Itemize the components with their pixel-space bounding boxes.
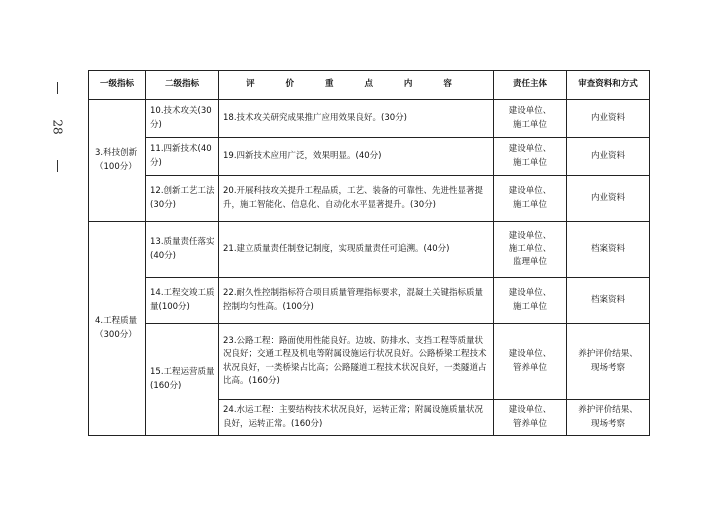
content-cell: 22.耐久性控制指标符合项目质量管理指标要求，混凝土关键指标质量控制均匀性高。(100分) — [219, 278, 494, 324]
page-number-dash-bottom — [57, 160, 58, 172]
table-row — [89, 138, 650, 176]
header-responsible: 责任主体 — [494, 71, 567, 100]
level2-cell: 10.技术攻关(30分) — [146, 100, 219, 138]
content-cell: 23.公路工程：路面使用性能良好。边坡、防排水、支挡工程等质量状况良好；交通工程及机电等附属设施运行状况良好。公路桥梁工程技术状况良好，一类桥梁占比高；公路隧道工程技术状况良好，一类隧道占比高。(160分) — [219, 324, 494, 400]
level2-cell: 14.工程交竣工质量(100分) — [146, 278, 219, 324]
table-row — [89, 278, 650, 324]
method-cell: 内业资料 — [567, 138, 650, 176]
content-cell: 21.建立质量责任制登记制度，实现质量责任可追溯。(40分) — [219, 222, 494, 278]
responsible-cell: 建设单位、 施工单位 — [494, 138, 567, 176]
header-content: 评 价 重 点 内 容 — [219, 71, 494, 100]
table-header-row — [89, 71, 650, 100]
responsible-cell: 建设单位、 施工单位 — [494, 100, 567, 138]
level1-cell: 4.工程质量 （300分） — [89, 222, 146, 436]
level2-cell: 15.工程运营质量(160分) — [146, 324, 219, 436]
table-row — [89, 100, 650, 138]
content-cell: 20.开展科技攻关提升工程品质，工艺、装备的可靠性、先进性显著提升，施工智能化、信息化、自动化水平显著提升。(30分) — [219, 176, 494, 222]
method-cell: 内业资料 — [567, 100, 650, 138]
level1-cell: 3.科技创新 （100分） — [89, 100, 146, 222]
header-method: 审查资料和方式 — [567, 71, 650, 100]
responsible-cell: 建设单位、 施工单位 — [494, 278, 567, 324]
page-number-text: 28 — [51, 119, 65, 135]
method-cell: 养护评价结果、 现场考察 — [567, 400, 650, 436]
method-cell: 档案资料 — [567, 278, 650, 324]
content-cell: 19.四新技术应用广泛，效果明显。(40分) — [219, 138, 494, 176]
method-cell: 档案资料 — [567, 222, 650, 278]
page-number — [40, 82, 76, 172]
header-level2: 二级指标 — [146, 71, 219, 100]
table-row — [89, 176, 650, 222]
responsible-cell: 建设单位、 管养单位 — [494, 400, 567, 436]
content-cell: 24.水运工程：主要结构技术状况良好，运转正常；附属设施质量状况良好，运转正常。(160分) — [219, 400, 494, 436]
table-row — [89, 324, 650, 400]
evaluation-table — [88, 70, 650, 436]
header-level1: 一级指标 — [89, 71, 146, 100]
method-cell: 养护评价结果、 现场考察 — [567, 324, 650, 400]
page-number-dash-top — [57, 82, 58, 94]
table-row — [89, 222, 650, 278]
level2-cell: 11.四新技术(40分) — [146, 138, 219, 176]
method-cell: 内业资料 — [567, 176, 650, 222]
responsible-cell: 建设单位、 施工单位 — [494, 176, 567, 222]
content-cell: 18.技术攻关研究成果推广应用效果良好。(30分) — [219, 100, 494, 138]
responsible-cell: 建设单位、 施工单位、 监理单位 — [494, 222, 567, 278]
level2-cell: 12.创新工艺工法(30分) — [146, 176, 219, 222]
level2-cell: 13.质量责任落实(40分) — [146, 222, 219, 278]
responsible-cell: 建设单位、 管养单位 — [494, 324, 567, 400]
